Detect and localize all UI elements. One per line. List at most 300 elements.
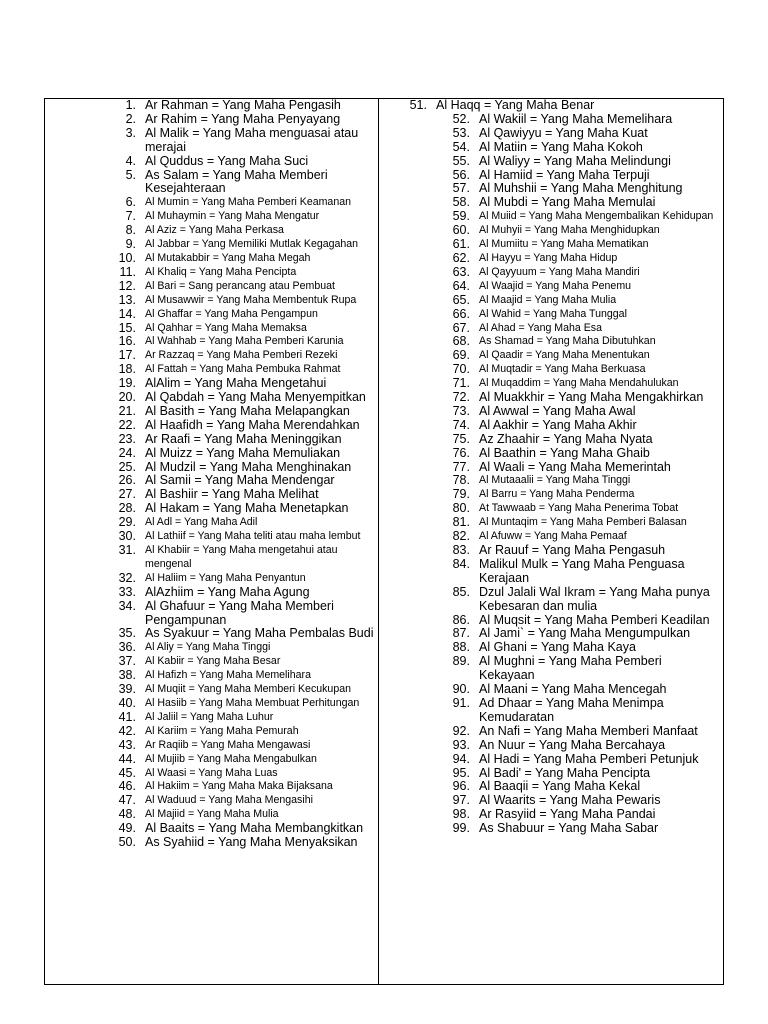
list-item [404, 433, 716, 447]
item-number: 11. [119, 264, 136, 279]
item-number: 14. [118, 306, 136, 321]
list-item [112, 210, 374, 224]
list-item [112, 335, 374, 349]
list-item [404, 155, 716, 169]
item-text: Al Aziz = Yang Maha Perkasa [145, 224, 284, 237]
list-item [404, 488, 716, 502]
list-item [112, 586, 374, 600]
list-item [404, 377, 716, 391]
item-text: Al Majiid = Yang Maha Mulia [145, 808, 279, 821]
item-text: Al Fattah = Yang Maha Pembuka Rahmat [145, 363, 341, 376]
item-text: Al Badi' = Yang Maha Pencipta [479, 765, 651, 780]
item-number: 40. [118, 695, 136, 710]
item-number: 27. [118, 487, 136, 502]
list-item [404, 808, 716, 822]
list-item [404, 614, 716, 628]
list-item [112, 669, 374, 683]
item-number: 13. [118, 292, 136, 307]
item-text: Al Aakhir = Yang Maha Akhir [479, 417, 637, 432]
item-text: Al Muizz = Yang Maha Memuliakan [145, 445, 341, 460]
list-item [404, 224, 716, 238]
list-item [112, 196, 374, 210]
item-text: Ar Rauuf = Yang Maha Pengasuh [479, 543, 666, 557]
item-number: 60. [452, 223, 470, 238]
list-item [404, 363, 716, 377]
item-text: Al Muqtadir = Yang Maha Berkuasa [479, 363, 646, 376]
item-text: Al Ghaffar = Yang Maha Pengampun [145, 307, 318, 320]
list-item [112, 169, 374, 197]
item-number: 91. [452, 695, 470, 710]
item-text: Al Bari = Sang perancang atau Pembuat [145, 279, 335, 292]
item-number: 46. [118, 779, 136, 794]
item-text: Al Hayyu = Yang Maha Hidup [479, 251, 618, 264]
item-text: Al Wahid = Yang Maha Tunggal [479, 307, 627, 320]
item-text: Al Qayyuum = Yang Maha Mandiri [479, 265, 640, 278]
list-item [404, 697, 716, 725]
item-text: Al Mujiib = Yang Maha Mengabulkan [145, 752, 317, 765]
list-item [112, 600, 374, 628]
item-text: Al Muakkhir = Yang Maha Mengakhirkan [479, 390, 704, 405]
list-item [112, 280, 374, 294]
item-text: Al Aliy = Yang Maha Tinggi [145, 641, 271, 654]
item-number: 49. [118, 821, 136, 836]
item-text: Al Hakam = Yang Maha Menetapkan [145, 501, 349, 516]
list-item [404, 474, 716, 488]
item-number: 54. [452, 139, 470, 154]
list-item [404, 141, 716, 155]
item-text: Al Samii = Yang Maha Mendengar [145, 473, 335, 488]
item-number: 79. [452, 487, 470, 502]
item-number: 5. [125, 167, 136, 182]
item-text: An Nuur = Yang Maha Bercahaya [479, 737, 666, 752]
list-item [404, 238, 716, 252]
item-number: 95. [452, 765, 470, 780]
item-text: Al Malik = Yang Maha menguasai atau merajai [145, 125, 359, 154]
item-text: Al Hamiid = Yang Maha Terpuji [479, 167, 650, 182]
list-item [112, 447, 374, 461]
list-item [112, 405, 374, 419]
item-number: 53. [452, 125, 470, 140]
list-item [112, 488, 374, 502]
item-text: Al Qahhar = Yang Maha Memaksa [145, 321, 307, 334]
list-item [112, 266, 374, 280]
list-item [112, 377, 374, 391]
item-number: 81. [452, 515, 470, 530]
list-item [404, 266, 716, 280]
item-text: Al Muhyii = Yang Maha Menghidupkan [479, 224, 660, 237]
item-number: 85. [452, 584, 470, 599]
list-item [112, 391, 374, 405]
item-number: 44. [118, 751, 136, 766]
item-text: Al Bashiir = Yang Maha Melihat [145, 487, 319, 502]
list-item [404, 822, 716, 836]
item-number: 80. [452, 501, 470, 516]
item-number: 90. [452, 682, 470, 697]
item-number: 1. [125, 98, 136, 112]
item-text: Al Jaliil = Yang Maha Luhur [145, 710, 274, 723]
item-number: 30. [118, 529, 136, 544]
item-number: 83. [452, 543, 470, 557]
item-text: Ar Rahman = Yang Maha Pengasih [145, 98, 341, 112]
list-item [112, 516, 374, 530]
item-number: 67. [452, 320, 470, 335]
list-item [112, 641, 374, 655]
list-item [112, 739, 374, 753]
item-text: Al Hadi = Yang Maha Pemberi Petunjuk [479, 751, 699, 766]
item-text: Al Maani = Yang Maha Mencegah [479, 682, 667, 697]
item-number: 93. [452, 737, 470, 752]
item-number: 26. [118, 473, 136, 488]
list-item [112, 794, 374, 808]
item-text: Al Hafizh = Yang Maha Memelihara [145, 669, 311, 682]
item-number: 7. [125, 209, 136, 224]
list-item [112, 697, 374, 711]
item-number: 12. [118, 278, 136, 293]
item-number: 58. [452, 195, 470, 210]
item-number: 73. [452, 403, 470, 418]
item-number: 36. [118, 640, 136, 655]
item-number: 23. [118, 431, 136, 446]
item-text: Ar Rahim = Yang Maha Penyayang [145, 111, 341, 126]
item-text: Al Waarits = Yang Maha Pewaris [479, 793, 661, 808]
list-item [404, 502, 716, 516]
item-text: Al Hakiim = Yang Maha Maka Bijaksana [145, 780, 333, 793]
list-item [112, 308, 374, 322]
list-item [404, 419, 716, 433]
item-text: Al Musawwir = Yang Maha Membentuk Rupa [145, 293, 357, 306]
list-item [404, 780, 716, 794]
item-text: As Salam = Yang Maha Memberi Kesejahteraan [145, 167, 328, 196]
list-item [112, 767, 374, 781]
item-number: 66. [452, 306, 470, 321]
item-text: AlAlim = Yang Maha Mengetahui [145, 376, 327, 391]
item-number: 78. [452, 473, 470, 488]
list-item [112, 461, 374, 475]
item-text: Al Awwal = Yang Maha Awal [479, 403, 636, 418]
item-text: Al Afuww = Yang Maha Pemaaf [479, 530, 627, 543]
list-item [404, 252, 716, 266]
item-number: 72. [452, 390, 470, 405]
item-number: 61. [452, 237, 470, 252]
list-item [112, 683, 374, 697]
item-text: Al Ahad = Yang Maha Esa [479, 321, 602, 334]
item-text: Al Jami` = Yang Maha Mengumpulkan [479, 626, 691, 641]
item-number: 41. [118, 709, 136, 724]
item-text: Al Haafidh = Yang Maha Merendahkan [145, 417, 360, 432]
item-number: 96. [452, 779, 470, 794]
list-item [112, 544, 374, 572]
item-number: 20. [118, 390, 136, 405]
item-text: Ar Rasyiid = Yang Maha Pandai [479, 807, 656, 822]
list-item [404, 753, 716, 767]
item-number: 8. [125, 223, 136, 238]
item-text: Al Waajid = Yang Maha Penemu [479, 279, 632, 292]
right-column-list [404, 99, 716, 836]
item-number: 9. [125, 237, 136, 252]
item-text: Al Qaadir = Yang Maha Menentukan [479, 349, 650, 362]
item-text: Malikul Mulk = Yang Maha Penguasa Kerajaan [479, 556, 685, 585]
item-text: Al Kariim = Yang Maha Pemurah [145, 724, 299, 737]
item-number: 3. [125, 125, 136, 140]
item-number: 34. [118, 598, 136, 613]
list-item [112, 572, 374, 586]
list-item [404, 794, 716, 808]
list-item [404, 641, 716, 655]
item-number: 77. [452, 459, 470, 474]
list-item [404, 294, 716, 308]
list-item [404, 544, 716, 558]
item-text: Ad Dhaar = Yang Maha Menimpa Kemudaratan [479, 695, 664, 724]
item-text: Al Mutaaalii = Yang Maha Tinggi [479, 474, 631, 487]
item-text: Al Mughni = Yang Maha Pemberi Kekayaan [479, 654, 662, 683]
item-number: 52. [452, 111, 470, 126]
item-number: 38. [118, 668, 136, 683]
item-text: Al Qabdah = Yang Maha Menyempitkan [145, 390, 366, 405]
list-item [112, 224, 374, 238]
list-item [404, 335, 716, 349]
item-text: Al Hasiib = Yang Maha Membuat Perhitungan [145, 696, 360, 709]
item-number: 70. [452, 362, 470, 377]
item-text: Al Khaliq = Yang Maha Pencipta [145, 265, 297, 278]
item-number: 76. [452, 445, 470, 460]
list-item [112, 252, 374, 266]
item-text: Al Ghafuur = Yang Maha Memberi Pengampunan [145, 598, 334, 627]
list-item [404, 322, 716, 336]
item-number: 65. [452, 292, 470, 307]
list-item [112, 433, 374, 447]
left-column-list [112, 99, 374, 850]
item-number: 68. [452, 334, 470, 349]
item-text: Al Adl = Yang Maha Adil [145, 516, 258, 529]
list-item [404, 447, 716, 461]
item-number: 21. [118, 403, 136, 418]
list-item [112, 294, 374, 308]
item-text: Al Lathiif = Yang Maha teliti atau maha lembut [145, 530, 361, 543]
item-number: 25. [118, 459, 136, 474]
list-item [404, 739, 716, 753]
item-text: As Syakuur = Yang Maha Pembalas Budi [145, 626, 374, 641]
list-item [404, 683, 716, 697]
item-text: Al Baaits = Yang Maha Membangkitkan [145, 821, 364, 836]
list-item [404, 182, 716, 196]
item-text: Al Baathin = Yang Maha Ghaib [479, 445, 650, 460]
item-number: 18. [118, 362, 136, 377]
item-text: Dzul Jalali Wal Ikram = Yang Maha punya Kebesaran dan mulia [479, 584, 710, 613]
item-number: 98. [452, 807, 470, 822]
item-number: 89. [452, 654, 470, 669]
list-item [112, 655, 374, 669]
list-item [404, 169, 716, 183]
list-item [112, 780, 374, 794]
item-number: 35. [118, 626, 136, 641]
item-number: 31. [118, 543, 136, 557]
item-text: Al Wakiil = Yang Maha Memelihara [479, 111, 673, 126]
item-text: Al Mudzil = Yang Maha Menghinakan [145, 459, 352, 474]
list-item [112, 99, 374, 113]
list-item [112, 836, 374, 850]
list-item [404, 767, 716, 781]
item-number: 75. [452, 431, 470, 446]
list-item [404, 530, 716, 544]
item-text: Al Haliim = Yang Maha Penyantun [145, 571, 306, 584]
item-text: Al Baaqii = Yang Maha Kekal [479, 779, 641, 794]
item-text: Al Muntaqim = Yang Maha Pemberi Balasan [479, 516, 687, 529]
item-number: 69. [452, 348, 470, 363]
item-number: 43. [118, 737, 136, 752]
item-number: 37. [118, 654, 136, 669]
list-item [112, 349, 374, 363]
list-item [112, 238, 374, 252]
item-text: Al Kabiir = Yang Maha Besar [145, 655, 281, 668]
item-number: 62. [452, 250, 470, 265]
item-number: 6. [125, 195, 136, 210]
item-text: Al Waliyy = Yang Maha Melindungi [479, 153, 671, 168]
item-text: AlAzhiim = Yang Maha Agung [145, 584, 310, 599]
item-number: 33. [118, 584, 136, 599]
item-text: Al Khabiir = Yang Maha mengetahui atau mengenal [145, 544, 338, 570]
list-item [404, 280, 716, 294]
item-text: Al Wahhab = Yang Maha Pemberi Karunia [145, 335, 344, 348]
item-number: 86. [452, 612, 470, 627]
item-text: Al Waduud = Yang Maha Mengasihi [145, 794, 313, 807]
item-number: 84. [452, 556, 470, 571]
list-item [112, 127, 374, 155]
item-number: 15. [118, 320, 136, 335]
list-item [112, 322, 374, 336]
item-text: Al Muqiit = Yang Maha Memberi Kecukupan [145, 683, 352, 696]
column-divider [378, 98, 379, 985]
list-item [112, 363, 374, 377]
list-item [404, 99, 716, 113]
item-number: 50. [118, 835, 136, 850]
item-text: Al Basith = Yang Maha Melapangkan [145, 403, 350, 418]
item-number: 39. [118, 682, 136, 697]
item-text: Al Mumiitu = Yang Maha Mematikan [479, 238, 649, 251]
item-text: Al Qawiyyu = Yang Maha Kuat [479, 125, 648, 140]
item-number: 64. [452, 278, 470, 293]
item-text: Al Haqq = Yang Maha Benar [436, 98, 595, 112]
list-item [112, 113, 374, 127]
item-text: Al Ghani = Yang Maha Kaya [479, 640, 636, 655]
item-number: 2. [125, 111, 136, 126]
item-text: Al Quddus = Yang Maha Suci [145, 153, 309, 168]
item-number: 48. [118, 807, 136, 822]
list-item [112, 753, 374, 767]
item-text: Al Barru = Yang Maha Penderma [479, 488, 635, 501]
item-number: 45. [118, 765, 136, 780]
list-item [112, 627, 374, 641]
item-number: 94. [452, 751, 470, 766]
item-number: 19. [118, 376, 136, 391]
list-item [112, 155, 374, 169]
item-text: Al Mutakabbir = Yang Maha Megah [145, 251, 311, 264]
list-item [404, 349, 716, 363]
list-item [404, 308, 716, 322]
item-number: 22. [118, 417, 136, 432]
list-item [404, 725, 716, 739]
item-text: Ar Raafi = Yang Maha Meninggikan [145, 431, 342, 446]
item-number: 4. [125, 153, 136, 168]
item-text: Az Zhaahir = Yang Maha Nyata [479, 431, 653, 446]
item-text: At Tawwaab = Yang Maha Penerima Tobat [479, 502, 679, 515]
item-number: 71. [452, 376, 470, 391]
list-item [404, 210, 716, 224]
item-number: 74. [452, 417, 470, 432]
item-number: 28. [118, 501, 136, 516]
item-text: Al Muqsit = Yang Maha Pemberi Keadilan [479, 612, 710, 627]
item-number: 82. [452, 529, 470, 544]
item-text: Al Muhshii = Yang Maha Menghitung [479, 181, 683, 196]
list-item [404, 405, 716, 419]
list-item [404, 627, 716, 641]
list-item [112, 474, 374, 488]
list-item [404, 113, 716, 127]
item-number: 92. [452, 723, 470, 738]
item-text: As Shabuur = Yang Maha Sabar [479, 821, 659, 836]
item-text: An Nafi = Yang Maha Memberi Manfaat [479, 723, 698, 738]
list-item [404, 391, 716, 405]
item-number: 55. [452, 153, 470, 168]
item-text: Al Maajid = Yang Maha Mulia [479, 293, 617, 306]
list-item [112, 822, 374, 836]
list-item [112, 711, 374, 725]
item-text: Al Muhaymin = Yang Maha Mengatur [145, 210, 320, 223]
item-text: Ar Raqiib = Yang Maha Mengawasi [145, 738, 311, 751]
item-number: 56. [452, 167, 470, 182]
item-text: Al Mubdi = Yang Maha Memulai [479, 195, 656, 210]
item-text: Al Matiin = Yang Maha Kokoh [479, 139, 643, 154]
item-number: 47. [118, 793, 136, 808]
list-item [404, 516, 716, 530]
list-item [404, 558, 716, 586]
item-text: As Shamad = Yang Maha Dibutuhkan [479, 335, 656, 348]
item-number: 87. [452, 626, 470, 641]
item-text: Al Jabbar = Yang Memiliki Mutlak Kegagahan [145, 238, 359, 251]
item-number: 24. [118, 445, 136, 460]
list-item [404, 196, 716, 210]
item-number: 97. [452, 793, 470, 808]
item-text: Al Muiid = Yang Maha Mengembalikan Kehidupan [479, 210, 714, 223]
item-number: 59. [452, 209, 470, 224]
list-item [112, 725, 374, 739]
list-item [112, 502, 374, 516]
item-text: Ar Razzaq = Yang Maha Pemberi Rezeki [145, 349, 338, 362]
list-item [404, 461, 716, 475]
item-number: 99. [452, 821, 470, 836]
item-number: 51. [409, 98, 427, 112]
item-text: As Syahiid = Yang Maha Menyaksikan [145, 835, 358, 850]
item-text: Al Mumin = Yang Maha Pemberi Keamanan [145, 196, 352, 209]
list-item [112, 530, 374, 544]
item-number: 10. [118, 250, 136, 265]
list-item [112, 808, 374, 822]
list-item [404, 127, 716, 141]
list-item [112, 419, 374, 433]
item-number: 17. [118, 348, 136, 363]
item-text: Al Waasi = Yang Maha Luas [145, 766, 278, 779]
item-number: 88. [452, 640, 470, 655]
list-item [404, 586, 716, 614]
item-text: Al Muqaddim = Yang Maha Mendahulukan [479, 377, 679, 390]
list-item [404, 655, 716, 683]
item-number: 42. [118, 723, 136, 738]
item-number: 63. [452, 264, 470, 279]
item-text: Al Waali = Yang Maha Memerintah [479, 459, 671, 474]
item-number: 57. [452, 181, 470, 196]
item-number: 16. [118, 334, 136, 349]
item-number: 29. [118, 515, 136, 530]
item-number: 32. [118, 570, 136, 585]
